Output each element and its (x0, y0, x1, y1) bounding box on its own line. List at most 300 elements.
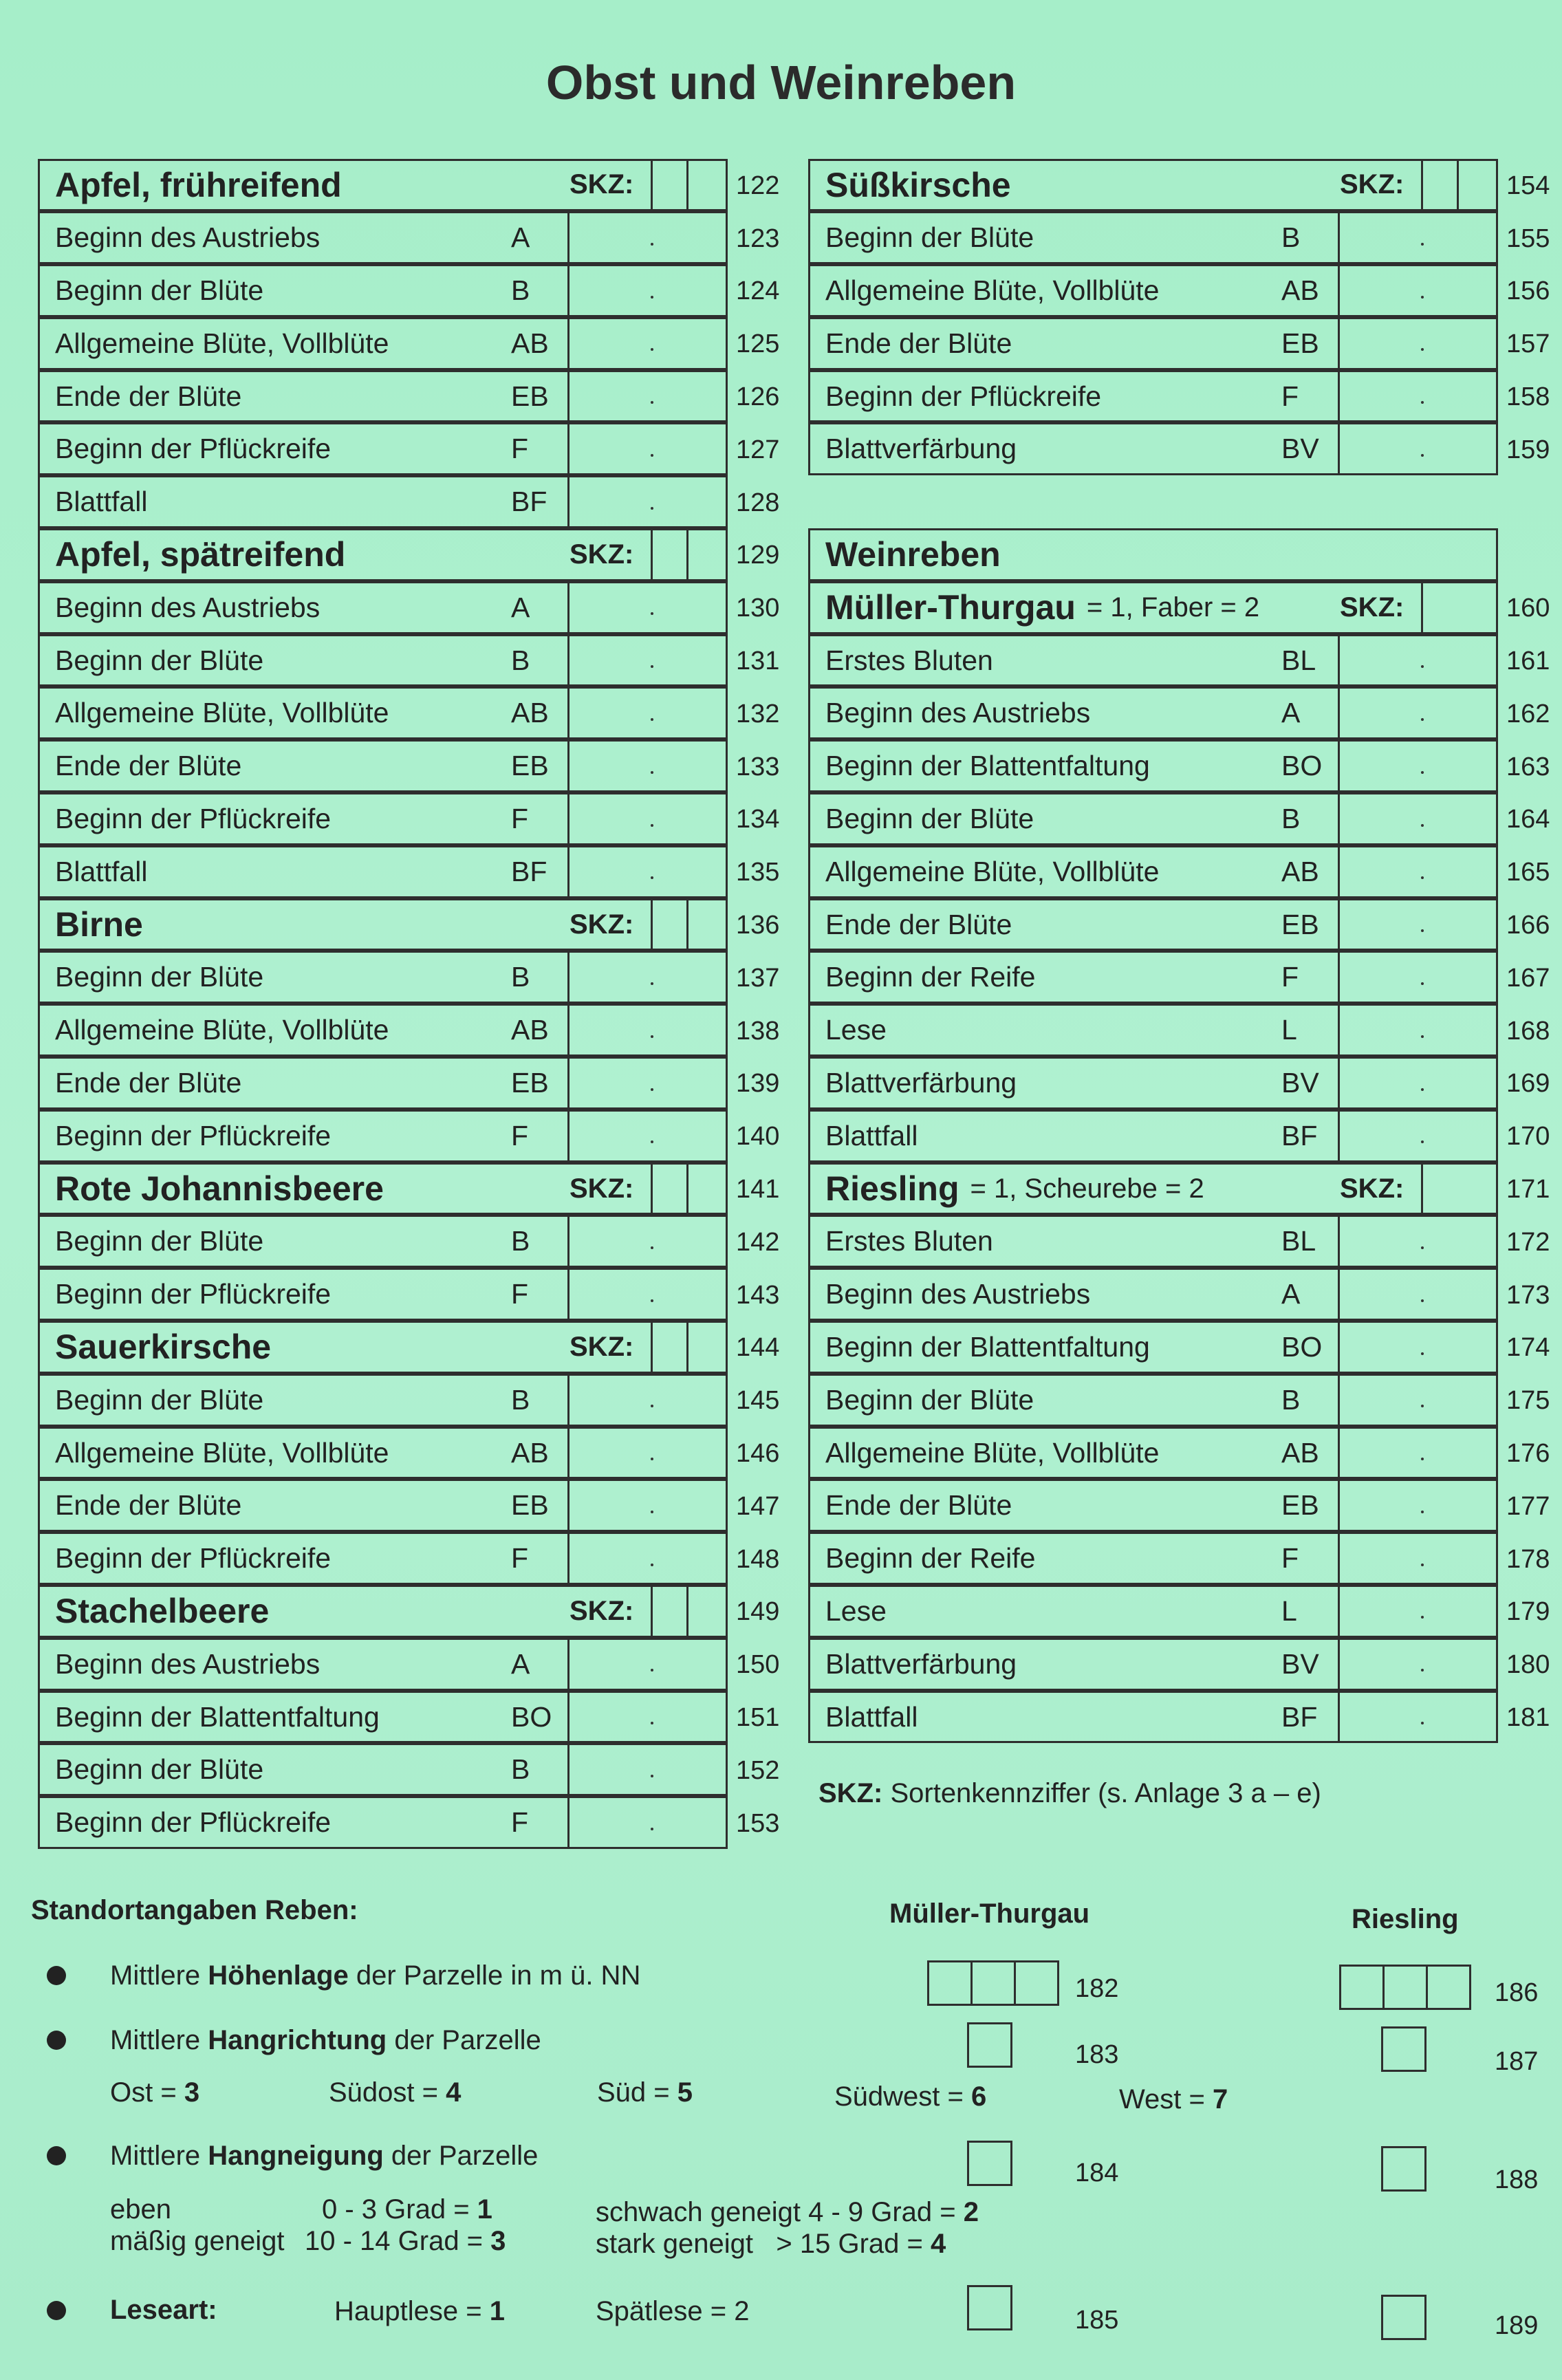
range: 10 - 14 Grad = (305, 2226, 491, 2256)
row-cell (38, 1638, 728, 1691)
table-row (38, 1216, 780, 1269)
field-number: 143 (736, 1280, 780, 1310)
date-input[interactable] (567, 742, 730, 790)
date-separator (1421, 454, 1424, 457)
skz-input[interactable] (651, 1587, 688, 1636)
opt-value: 3 (184, 2077, 200, 2108)
spacer (808, 477, 1535, 530)
leseart-label: Leseart: (110, 2295, 217, 2325)
date-input[interactable] (1338, 1323, 1500, 1372)
row-cell (38, 634, 728, 687)
field-num-183: 183 (1075, 2040, 1119, 2069)
section-subtitle: = 1, Scheurebe = 2 (970, 1173, 1204, 1204)
phase-code: B (511, 274, 530, 306)
hoehe-mt-digit-3[interactable] (1014, 1960, 1059, 2006)
field-number: 179 (1506, 1597, 1550, 1627)
date-separator (651, 982, 653, 985)
phase-label: Allgemeine Blüte, Vollblüte (825, 1436, 1160, 1469)
date-input[interactable] (1338, 689, 1500, 737)
phase-code: A (1281, 1278, 1301, 1310)
table-row (808, 1638, 1550, 1691)
table-row (38, 741, 780, 794)
phase-code: BO (511, 1700, 552, 1733)
richtung-mt-box[interactable] (967, 2022, 1012, 2068)
phase-code: B (511, 1383, 530, 1416)
field-number: 148 (736, 1544, 780, 1574)
field-number: 171 (1506, 1175, 1550, 1204)
phase-label: Ende der Blüte (55, 1489, 242, 1522)
table-row (808, 1533, 1550, 1586)
date-separator (651, 1405, 653, 1407)
table-row (38, 794, 780, 847)
row-cell (808, 739, 1498, 792)
skz-input[interactable] (1421, 1165, 1500, 1213)
field-number: 172 (1506, 1227, 1550, 1257)
phase-label: Allgemeine Blüte, Vollblüte (55, 697, 389, 729)
legend-skz: SKZ: (818, 1778, 883, 1808)
neigung-ri-box[interactable] (1381, 2146, 1427, 2192)
hoehe-mt-digit-2[interactable] (970, 1960, 1016, 2006)
date-separator (651, 1722, 653, 1724)
date-separator (651, 718, 653, 721)
phase-label: Beginn der Blattentfaltung (825, 750, 1150, 782)
date-input[interactable] (567, 1376, 730, 1425)
section-header-cell (38, 898, 728, 951)
section-header-cell (38, 159, 728, 212)
date-input[interactable] (567, 953, 730, 1002)
row-cell (808, 951, 1498, 1004)
date-input[interactable] (567, 1217, 730, 1266)
date-separator (651, 1775, 653, 1777)
neigung-post: der Parzelle (383, 2141, 539, 2171)
phase-label: Beginn des Austriebs (55, 591, 321, 623)
date-input[interactable] (1338, 1534, 1500, 1583)
row-cell (38, 422, 728, 475)
field-number: 124 (736, 277, 780, 306)
row-cell (808, 1268, 1498, 1321)
table-row (808, 1374, 1550, 1427)
date-input[interactable] (567, 636, 730, 685)
row-cell (808, 1532, 1498, 1585)
date-separator (651, 1088, 653, 1091)
leseart-mt-box[interactable] (967, 2285, 1012, 2330)
row-cell (808, 1057, 1498, 1110)
date-input[interactable] (567, 1640, 730, 1689)
field-number: 149 (736, 1597, 780, 1627)
field-number: 153 (736, 1808, 780, 1838)
field-number: 123 (736, 224, 780, 253)
date-input[interactable] (567, 583, 730, 632)
date-input[interactable] (567, 1112, 730, 1160)
phase-code: F (511, 1119, 529, 1151)
weinreben-cell (808, 528, 1498, 581)
date-input[interactable] (567, 1693, 730, 1742)
row-cell (38, 951, 728, 1004)
field-number: 146 (736, 1439, 780, 1469)
date-separator (1421, 296, 1424, 299)
row-cell (808, 1585, 1498, 1638)
phase-code: F (1281, 1542, 1299, 1575)
phase-code: BV (1281, 1647, 1319, 1680)
date-separator (1421, 824, 1424, 827)
table-row (38, 266, 780, 318)
table-row (38, 1374, 780, 1427)
date-separator (651, 296, 653, 299)
skz-label: SKZ: (570, 909, 634, 940)
table-row (808, 371, 1550, 424)
phase-label: Blattverfärbung (825, 1066, 1017, 1099)
date-input[interactable] (1338, 1693, 1500, 1742)
date-input[interactable] (1338, 1270, 1500, 1319)
opt-text: Hauptlese = (334, 2296, 490, 2326)
phase-label: Ende der Blüte (825, 1489, 1012, 1522)
richtung-bold: Hangrichtung (208, 2025, 387, 2055)
section-header-cell (38, 528, 728, 581)
table-row (808, 1005, 1550, 1058)
phase-code: BF (511, 855, 547, 887)
date-input[interactable] (1338, 847, 1500, 896)
row-cell (38, 1110, 728, 1162)
phase-label: Beginn der Blüte (825, 802, 1034, 834)
date-separator (651, 348, 653, 351)
date-input[interactable] (567, 319, 730, 368)
date-input[interactable] (567, 1059, 730, 1107)
date-input[interactable] (567, 477, 730, 526)
left-column (38, 160, 780, 1850)
phase-label: Beginn der Pflückreife (825, 380, 1102, 412)
field-number: 137 (736, 963, 780, 993)
table-row (808, 899, 1550, 952)
date-input[interactable] (567, 794, 730, 843)
phase-code: BO (1281, 750, 1323, 782)
table-row (38, 371, 780, 424)
field-number: 159 (1506, 435, 1550, 464)
date-input[interactable] (1338, 213, 1500, 262)
phase-code: AB (1281, 274, 1319, 306)
date-input[interactable] (567, 1798, 730, 1847)
field-number: 156 (1506, 277, 1550, 306)
date-separator (651, 507, 653, 510)
row-cell (38, 581, 728, 634)
hoehe-ri-digit-2[interactable] (1382, 1965, 1428, 2010)
section-name: Apfel, spätreifend (55, 535, 346, 574)
section-title (825, 161, 1011, 210)
phase-code: F (511, 1542, 529, 1575)
field-number: 162 (1506, 699, 1550, 728)
date-input[interactable] (1338, 266, 1500, 315)
hoehe-ri-digit-1[interactable] (1339, 1965, 1385, 2010)
date-separator (1421, 982, 1424, 985)
opt-value: 1 (489, 2296, 505, 2326)
field-number: 129 (736, 541, 780, 570)
date-separator (651, 401, 653, 404)
date-input[interactable] (567, 213, 730, 262)
table-row (38, 952, 780, 1005)
phase-label: Beginn der Pflückreife (55, 1806, 332, 1839)
phase-code: EB (1281, 908, 1319, 940)
date-separator (1421, 401, 1424, 404)
skz-input[interactable] (1421, 161, 1459, 210)
phase-label: Beginn der Pflückreife (55, 1542, 332, 1575)
row-cell (38, 1057, 728, 1110)
section-title (825, 583, 1259, 632)
field-number: 141 (736, 1175, 780, 1204)
row-cell (808, 1691, 1498, 1744)
skz-input[interactable] (651, 1323, 688, 1372)
table-row (808, 1427, 1550, 1480)
row-cell (38, 475, 728, 528)
phase-label: Beginn der Pflückreife (55, 1119, 332, 1151)
phase-code: BF (1281, 1119, 1318, 1151)
date-separator (651, 454, 653, 457)
date-separator (651, 1140, 653, 1143)
date-input[interactable] (1338, 1587, 1500, 1636)
date-separator (1421, 1564, 1424, 1566)
date-input[interactable] (1338, 742, 1500, 790)
opt-value: 7 (1212, 2084, 1228, 2114)
field-num-189: 189 (1495, 2311, 1539, 2340)
skz-input[interactable] (651, 900, 688, 949)
date-input[interactable] (567, 266, 730, 315)
section-header (808, 1163, 1550, 1216)
row-cell (808, 898, 1498, 951)
date-separator (651, 1511, 653, 1513)
table-row (38, 1638, 780, 1691)
phase-code: B (511, 644, 530, 676)
phase-code: BV (1281, 433, 1319, 465)
table-row (808, 213, 1550, 266)
field-number: 130 (736, 594, 780, 623)
field-number: 150 (736, 1650, 780, 1680)
skz-input[interactable] (651, 1165, 688, 1213)
field-number: 134 (736, 805, 780, 834)
table-row (38, 1110, 780, 1163)
section-header-cell (808, 581, 1498, 634)
row-cell (38, 739, 728, 792)
row-cell (808, 264, 1498, 317)
phase-code: B (1281, 1383, 1301, 1416)
skz-label: SKZ: (570, 1331, 634, 1362)
phase-code: F (511, 1278, 529, 1310)
value: 1 (477, 2194, 492, 2225)
date-input[interactable] (567, 1006, 730, 1054)
date-input[interactable] (1338, 424, 1500, 473)
field-number: 180 (1506, 1650, 1550, 1680)
leseart-ri-box[interactable] (1381, 2295, 1427, 2340)
field-number: 139 (736, 1069, 780, 1099)
date-separator (1421, 1722, 1424, 1724)
table-row (808, 318, 1550, 371)
phase-code: B (511, 1753, 530, 1786)
range: 0 - 3 Grad = (322, 2194, 477, 2225)
date-separator (1421, 243, 1424, 246)
date-input[interactable] (1338, 900, 1500, 949)
phase-label: Ende der Blüte (55, 750, 242, 782)
table-row (808, 424, 1550, 477)
phase-label: Beginn der Pflückreife (55, 802, 332, 834)
phase-code: AB (511, 327, 549, 359)
phase-code: BL (1281, 1225, 1316, 1257)
field-num-187: 187 (1495, 2047, 1539, 2076)
date-separator (651, 612, 653, 615)
richtung-opt-sued (597, 2077, 693, 2108)
phase-code: F (511, 1806, 529, 1839)
date-input[interactable] (1338, 319, 1500, 368)
skz-label: SKZ: (1340, 1173, 1404, 1204)
table-row (38, 1797, 780, 1850)
phase-code: B (511, 1225, 530, 1257)
phase-label: Erstes Bluten (825, 644, 993, 676)
hoehe-ri-digit-3[interactable] (1426, 1965, 1471, 2010)
section-name: Stachelbeere (55, 1592, 270, 1631)
field-number: 142 (736, 1227, 780, 1257)
date-input[interactable] (567, 1481, 730, 1530)
bullet-icon (47, 2301, 66, 2320)
field-number: 133 (736, 752, 780, 781)
table-row (38, 213, 780, 266)
date-input[interactable] (1338, 1640, 1500, 1689)
bullet-icon (47, 1966, 66, 1985)
date-separator (1421, 1299, 1424, 1302)
date-input[interactable] (1338, 636, 1500, 685)
phase-label: Beginn des Austriebs (55, 1647, 321, 1680)
field-number: 163 (1506, 752, 1550, 781)
date-input[interactable] (567, 1270, 730, 1319)
section-header (38, 1163, 780, 1216)
field-number: 126 (736, 382, 780, 412)
row-cell (38, 211, 728, 264)
date-input[interactable] (1338, 1059, 1500, 1107)
phase-label: Beginn der Blüte (55, 274, 264, 306)
date-input[interactable] (1338, 1429, 1500, 1478)
skz-label: SKZ: (1340, 592, 1404, 623)
phase-label: Allgemeine Blüte, Vollblüte (55, 327, 389, 359)
phase-code: AB (511, 697, 549, 729)
phase-label: Ende der Blüte (825, 327, 1012, 359)
table-row (808, 635, 1550, 688)
section-name: Süßkirsche (825, 165, 1011, 204)
table-row (808, 846, 1550, 899)
date-input[interactable] (567, 424, 730, 473)
range: 4 - 9 Grad = (808, 2197, 964, 2227)
date-input[interactable] (1338, 1481, 1500, 1530)
date-separator (1421, 929, 1424, 932)
date-input[interactable] (1338, 1376, 1500, 1425)
richtung-post: der Parzelle (387, 2025, 541, 2055)
skz-input[interactable] (1421, 583, 1500, 632)
section-header (38, 1586, 780, 1639)
opt-text: Südost = (329, 2077, 446, 2108)
table-row (38, 688, 780, 741)
table-row (38, 846, 780, 899)
date-input[interactable] (567, 372, 730, 421)
row-cell (38, 686, 728, 739)
date-input[interactable] (567, 689, 730, 737)
table-row (38, 318, 780, 371)
phase-label: Ende der Blüte (825, 908, 1012, 940)
label: schwach geneigt (596, 2197, 801, 2227)
date-separator (1421, 1140, 1424, 1143)
date-separator (651, 876, 653, 879)
phase-label: Blattfall (55, 486, 148, 518)
phase-label: Beginn der Pflückreife (55, 433, 332, 465)
table-row (808, 1269, 1550, 1322)
section-header (38, 1322, 780, 1375)
neigung-mt-box[interactable] (967, 2141, 1012, 2186)
neigung-maessig-value (305, 2226, 506, 2257)
phase-code: EB (1281, 327, 1319, 359)
date-input[interactable] (1338, 1217, 1500, 1266)
phase-label: Beginn der Blüte (825, 1383, 1034, 1416)
field-num-186: 186 (1495, 1978, 1539, 2007)
phase-code: L (1281, 1014, 1297, 1046)
section-header-cell (808, 159, 1498, 212)
hoehenlage-label (110, 1960, 640, 1991)
hoehe-bold: Höhenlage (208, 1960, 349, 1991)
phase-label: Allgemeine Blüte, Vollblüte (55, 1014, 389, 1046)
section-header (38, 160, 780, 213)
row-cell (808, 370, 1498, 423)
neigung-maessig: mäßig geneigt (110, 2226, 285, 2256)
date-separator (651, 1669, 653, 1672)
field-number: 177 (1506, 1491, 1550, 1521)
phase-label: Beginn des Austriebs (825, 1278, 1091, 1310)
skz-label: SKZ: (570, 169, 634, 200)
leseart-spaet: Spätlese = 2 (596, 2296, 750, 2326)
range: > 15 Grad = (776, 2229, 931, 2259)
row-cell (808, 1110, 1498, 1162)
date-input[interactable] (567, 1429, 730, 1478)
date-input[interactable] (1338, 953, 1500, 1002)
phase-code: F (511, 433, 529, 465)
skz-input[interactable] (651, 161, 688, 210)
date-input[interactable] (567, 1534, 730, 1583)
date-separator (651, 1035, 653, 1038)
date-input[interactable] (1338, 794, 1500, 843)
table-row (38, 424, 780, 477)
table-row (808, 1322, 1550, 1375)
field-number: 132 (736, 699, 780, 728)
date-input[interactable] (1338, 1006, 1500, 1054)
row-cell (808, 211, 1498, 264)
date-input[interactable] (1338, 372, 1500, 421)
date-separator (651, 771, 653, 774)
phase-label: Allgemeine Blüte, Vollblüte (825, 274, 1160, 306)
hoehe-mt-digit-1[interactable] (927, 1960, 973, 2006)
field-number: 166 (1506, 911, 1550, 940)
skz-input[interactable] (651, 530, 688, 579)
table-row (808, 952, 1550, 1005)
field-number: 131 (736, 647, 780, 676)
table-row (38, 1427, 780, 1480)
date-input[interactable] (567, 847, 730, 896)
table-row (808, 794, 1550, 847)
field-number: 138 (736, 1016, 780, 1046)
section-name: Riesling (825, 1169, 959, 1209)
date-separator (1421, 718, 1424, 721)
field-number: 140 (736, 1122, 780, 1151)
date-input[interactable] (1338, 1112, 1500, 1160)
skz-legend (818, 1778, 1321, 1809)
field-number: 178 (1506, 1544, 1550, 1574)
row-cell (38, 1427, 728, 1480)
value: 4 (930, 2229, 946, 2259)
field-number: 128 (736, 488, 780, 517)
date-input[interactable] (567, 1745, 730, 1794)
richtung-ri-box[interactable] (1381, 2026, 1427, 2072)
phase-label: Blattfall (825, 1119, 918, 1151)
field-number: 167 (1506, 963, 1550, 993)
